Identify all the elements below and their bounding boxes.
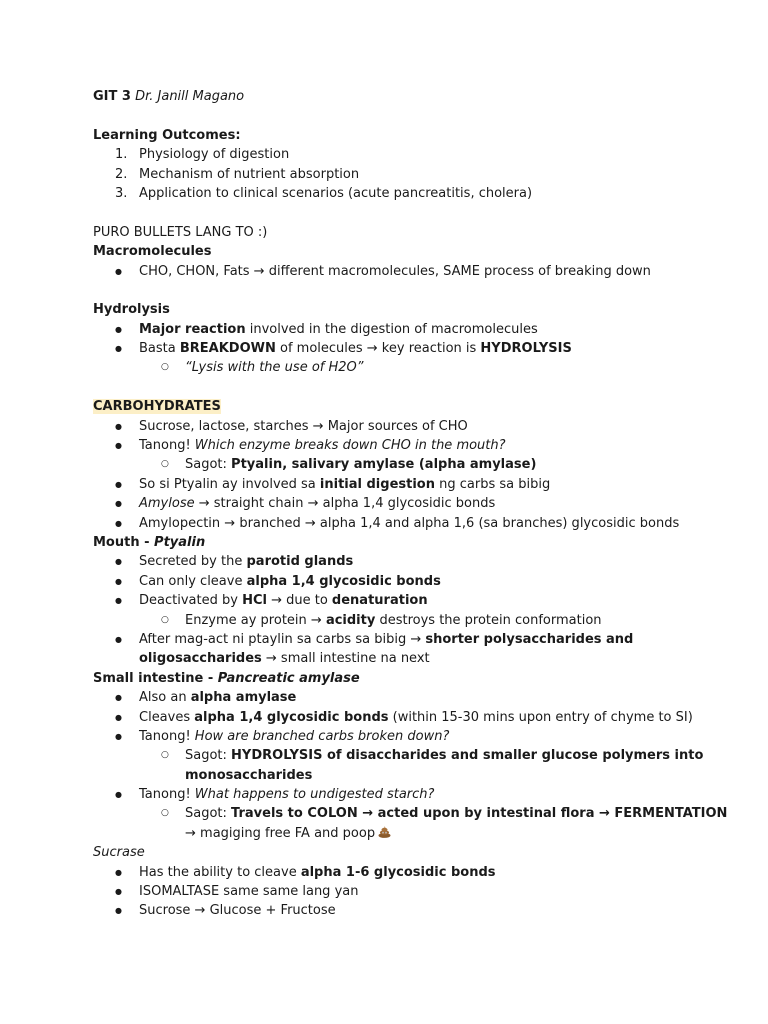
emphasis: BREAKDOWN — [179, 341, 276, 357]
emphasis: alpha amylase — [190, 690, 297, 706]
list-item-text: Sagot: — [185, 457, 232, 473]
list-item-text: So si Ptyalin ay involved sa — [139, 476, 320, 492]
list-item-text: ng carbs sa bibig — [434, 476, 551, 492]
highlighted-heading: CARBOHYDRATES — [93, 399, 221, 415]
sub-list-item — [93, 804, 733, 823]
emphasis: oligosaccharides — [139, 651, 262, 667]
list-item-text: Sagot: — [185, 748, 232, 764]
section-heading-enzyme: Pancreatic amylase — [217, 670, 360, 686]
list-item — [93, 552, 733, 571]
emphasis: alpha 1-6 glycosidic bonds — [300, 864, 496, 880]
list-item-text: Basta — [139, 341, 180, 357]
outcome-text: Application to clinical scenarios (acute pancreatitis, cholera) — [139, 185, 533, 201]
list-item-text: Amylopectin → branched → alpha 1,4 and alpha 1,6 (sa branches) glycosidic bonds — [139, 515, 680, 531]
outcome-text: Physiology of digestion — [139, 147, 290, 163]
list-item-text: → due to — [266, 593, 332, 609]
list-item — [93, 708, 733, 727]
question-text: Which enzyme breaks down CHO in the mouth? — [194, 438, 506, 454]
emphasis: initial digestion — [319, 476, 435, 492]
list-item-text: Enzyme ay protein → — [185, 612, 326, 628]
list-item-text: Tanong! — [139, 438, 195, 454]
list-item-text: (within 15-30 mins upon entry of chyme to SI) — [388, 709, 693, 725]
list-item — [93, 514, 733, 533]
list-item — [93, 630, 733, 649]
macro-heading — [93, 242, 733, 261]
sub-list-item — [93, 746, 733, 765]
list-item-text: CHO, CHON, Fats → different macromolecules, SAME process of breaking down — [139, 263, 651, 279]
section-heading-text: Mouth - — [93, 534, 155, 550]
section-heading-text: Small intestine - — [93, 670, 218, 686]
list-item-text: After mag-act ni ptaylin sa carbs sa bibig → — [139, 631, 426, 647]
list-item — [93, 436, 733, 455]
list-item — [93, 785, 733, 804]
emphasis: Major reaction — [139, 321, 246, 337]
list-item-text: Tanong! — [139, 787, 195, 803]
emphasis: parotid glands — [246, 554, 354, 570]
emphasis: monosaccharides — [185, 767, 313, 783]
list-item — [93, 494, 733, 513]
list-item-text: involved in the digestion of macromolecules — [245, 321, 538, 337]
list-item — [93, 688, 733, 707]
si-heading — [93, 669, 733, 688]
italic-term: Amylose — [139, 496, 195, 512]
outcome-item: 1. Physiology of digestion — [115, 147, 290, 163]
hydrolysis-heading-text: Hydrolysis — [93, 302, 170, 318]
list-item — [93, 417, 733, 436]
list-item — [93, 320, 733, 339]
emphasis: alpha 1,4 glycosidic bonds — [246, 573, 441, 589]
list-item-text: Also an — [139, 690, 191, 706]
question-text: What happens to undigested starch? — [194, 787, 435, 803]
outcomes-heading-text: Learning Outcomes: — [93, 127, 241, 143]
section-heading-enzyme: Ptyalin — [154, 534, 206, 550]
emphasis: HYDROLYSIS of disaccharides and smaller glucose polymers into — [231, 748, 704, 764]
outcome-text: Mechanism of nutrient absorption — [139, 166, 360, 182]
course-code: GIT 3 — [93, 89, 131, 104]
list-item-text: destroys the protein conformation — [375, 612, 602, 628]
emphasis: HCl — [242, 593, 267, 609]
list-item-text: Sucrose → Glucose + Fructose — [139, 903, 336, 919]
emphasis: HYDROLYSIS — [480, 341, 572, 357]
sub-list-item — [93, 358, 733, 377]
question-text: How are branched carbs broken down? — [194, 728, 450, 744]
list-item — [93, 572, 733, 591]
list-item-text: → small intestine na next — [261, 651, 430, 667]
emphasis: acidity — [325, 612, 376, 628]
macro-heading-text: Macromolecules — [93, 244, 212, 260]
note-text: PURO BULLETS LANG TO :) — [93, 224, 268, 240]
list-item-text: → straight chain → alpha 1,4 glycosidic bonds — [194, 496, 496, 512]
emphasis: Travels to COLON → acted upon by intestinal flora → FERMENTATION — [231, 806, 728, 822]
sub-list-item — [93, 611, 733, 630]
list-item-text: Cleaves — [139, 709, 195, 725]
emphasis: denaturation — [331, 593, 428, 609]
list-item — [93, 591, 733, 610]
list-item-text: → magiging free FA and poop — [185, 825, 376, 841]
sucrase-heading — [93, 843, 733, 862]
list-item — [93, 727, 733, 746]
carbs-heading — [93, 397, 733, 416]
sub-list-item-continuation — [93, 824, 733, 843]
list-item-text: Can only cleave — [139, 573, 247, 589]
poop-emoji-icon — [378, 826, 391, 838]
list-item-text: Sucrose, lactose, starches → Major sources of CHO — [139, 418, 468, 434]
list-item-text: Has the ability to cleave — [139, 864, 301, 880]
list-item-text: ISOMALTASE same same lang yan — [139, 884, 359, 900]
quote-text: “Lysis with the use of H2O” — [185, 360, 364, 376]
sub-list-item — [93, 455, 733, 474]
list-item-text: Sagot: — [185, 806, 232, 822]
emphasis: shorter polysaccharides and — [425, 631, 634, 647]
mouth-heading — [93, 533, 733, 552]
outcome-item: 2. Mechanism of nutrient absorption — [115, 166, 360, 182]
list-item-text: of molecules → key reaction is — [275, 341, 481, 357]
list-item-text: Tanong! — [139, 728, 195, 744]
list-item-text: Secreted by the — [139, 554, 247, 570]
sub-list-item-continuation — [93, 766, 733, 785]
list-item — [93, 901, 733, 920]
list-item — [93, 339, 733, 358]
doc-title — [93, 87, 733, 106]
list-item — [93, 475, 733, 494]
author-name: Dr. Janill Magano — [135, 89, 245, 104]
list-item — [93, 863, 733, 882]
list-item — [93, 882, 733, 901]
list-item-continuation — [93, 649, 733, 668]
outcome-item: 3. Application to clinical scenarios (acute pancreatitis, cholera) — [115, 185, 533, 201]
sucrase-heading-text: Sucrase — [93, 845, 145, 861]
emphasis: alpha 1,4 glycosidic bonds — [194, 709, 389, 725]
document-page — [93, 87, 733, 921]
list-item-text: Deactivated by — [139, 593, 243, 609]
outcomes-heading — [93, 126, 733, 145]
emphasis: Ptyalin, salivary amylase (alpha amylase) — [231, 457, 537, 473]
hydrolysis-heading — [93, 300, 733, 319]
list-item — [93, 262, 733, 281]
